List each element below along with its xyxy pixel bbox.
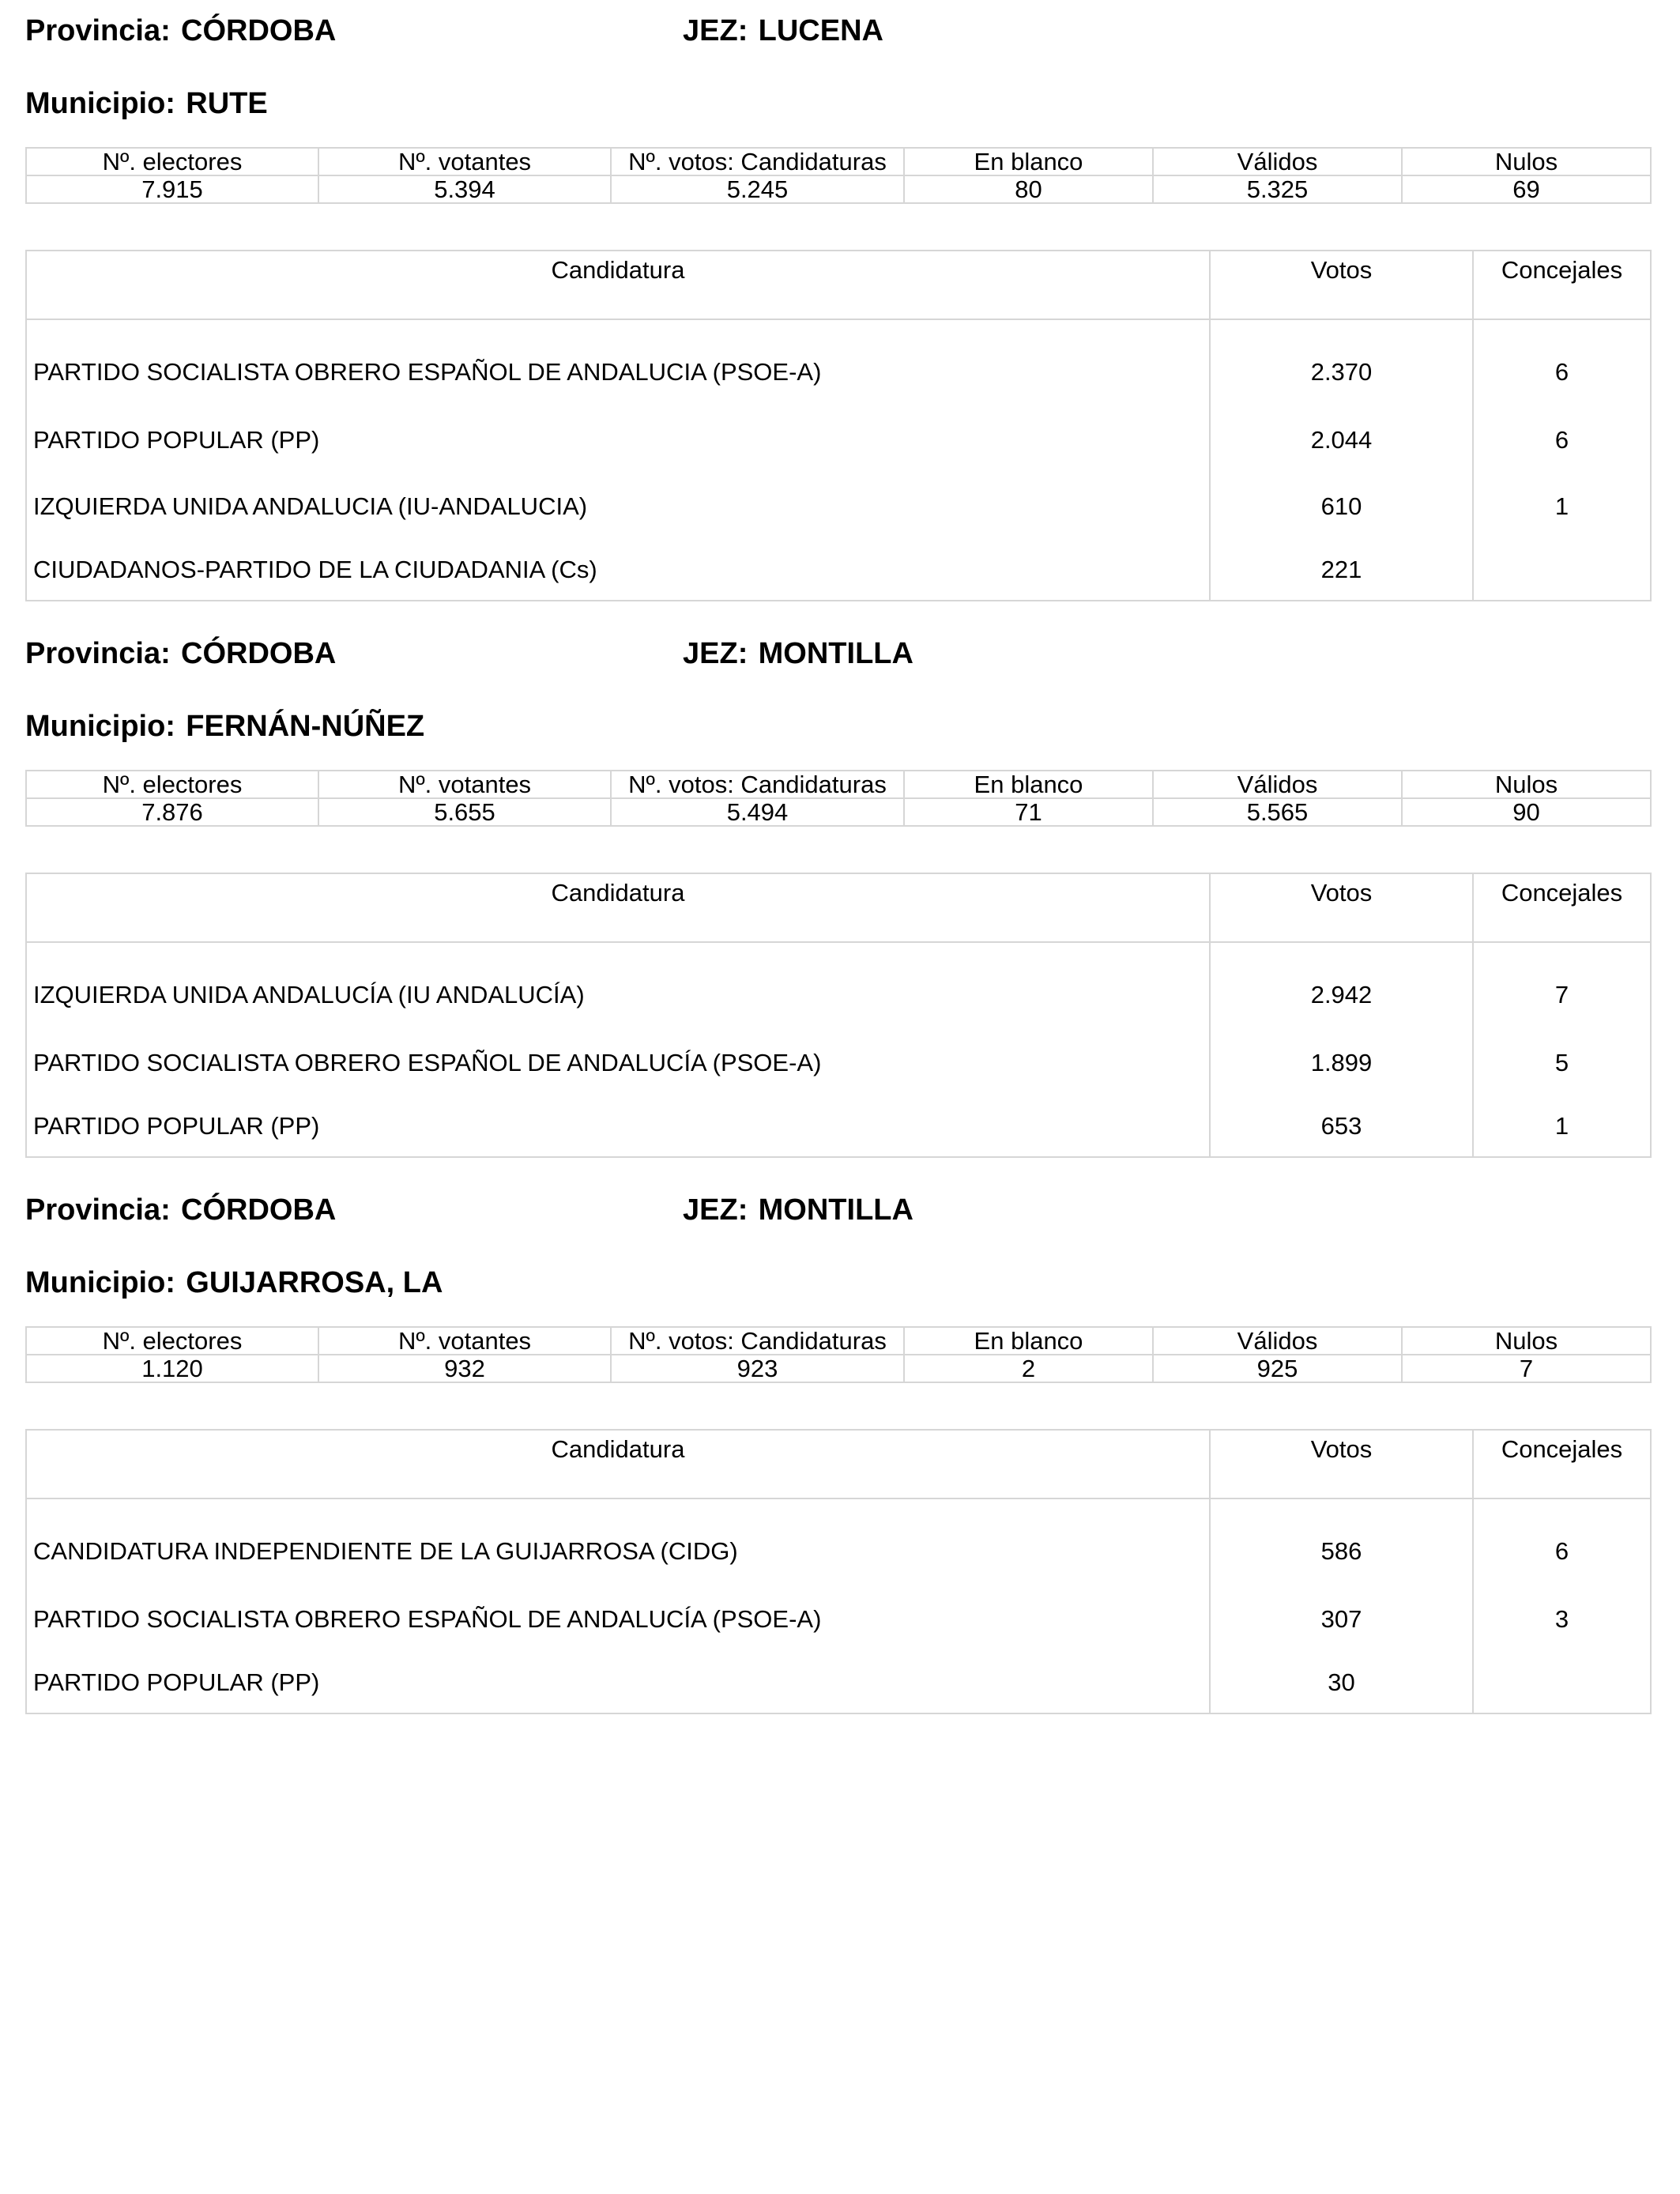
table-row: [26, 319, 1651, 407]
table-row: [26, 473, 1651, 540]
stats-header-validos: Válidos: [1153, 771, 1402, 798]
table-row: [26, 1498, 1651, 1586]
stats-header-electores: Nº. electores: [26, 771, 318, 798]
candidaturas-header-row: [26, 873, 1651, 942]
jez-label: JEZ:: [683, 14, 748, 47]
jez-label: JEZ:: [683, 1193, 748, 1227]
candidatura-votos: 2.370: [1210, 319, 1473, 407]
jez-value: MONTILLA: [758, 637, 913, 670]
candidatura-concejales: 3: [1473, 1586, 1651, 1653]
candidatura-name: PARTIDO SOCIALISTA OBRERO ESPAÑOL DE ANDALUCÍA (PSOE-A): [26, 1586, 1210, 1653]
col-concejales: Concejales: [1473, 251, 1651, 319]
candidatura-concejales: 6: [1473, 319, 1651, 407]
stats-votantes: 5.655: [318, 798, 611, 826]
municipio-heading: [25, 711, 424, 741]
candidatura-name: CANDIDATURA INDEPENDIENTE DE LA GUIJARROSA (CIDG): [26, 1498, 1210, 1586]
stats-votos-candidaturas: 5.245: [611, 175, 904, 203]
stats-validos: 5.565: [1153, 798, 1402, 826]
candidatura-name: PARTIDO POPULAR (PP): [26, 1653, 1210, 1713]
candidatura-votos: 221: [1210, 540, 1473, 601]
table-row: [26, 407, 1651, 473]
table-row: [26, 1030, 1651, 1096]
provincia-value: CÓRDOBA: [181, 637, 337, 670]
provincia-heading: [25, 639, 336, 669]
stats-votos-candidaturas: 923: [611, 1355, 904, 1382]
stats-table: [25, 1326, 1652, 1383]
stats-header-nulos: Nulos: [1402, 771, 1651, 798]
stats-votantes: 5.394: [318, 175, 611, 203]
col-concejales: Concejales: [1473, 1430, 1651, 1498]
stats-electores: 1.120: [26, 1355, 318, 1382]
stats-nulos: 7: [1402, 1355, 1651, 1382]
stats-header-electores: Nº. electores: [26, 1327, 318, 1355]
jez-label: JEZ:: [683, 637, 748, 670]
col-candidatura: Candidatura: [26, 251, 1210, 319]
candidatura-concejales: [1473, 540, 1651, 601]
municipio-label: Municipio:: [25, 1266, 175, 1299]
stats-votos-candidaturas: 5.494: [611, 798, 904, 826]
candidatura-votos: 1.899: [1210, 1030, 1473, 1096]
candidatura-name: IZQUIERDA UNIDA ANDALUCÍA (IU ANDALUCÍA): [26, 942, 1210, 1030]
stats-value-row: [26, 175, 1651, 203]
col-votos: Votos: [1210, 873, 1473, 942]
table-row: [26, 1653, 1651, 1713]
candidatura-votos: 2.942: [1210, 942, 1473, 1030]
stats-table: [25, 147, 1652, 204]
col-candidatura: Candidatura: [26, 873, 1210, 942]
candidatura-name: PARTIDO SOCIALISTA OBRERO ESPAÑOL DE ANDALUCÍA (PSOE-A): [26, 1030, 1210, 1096]
table-row: [26, 540, 1651, 601]
jez-heading: [683, 1195, 913, 1225]
provincia-label: Provincia:: [25, 14, 171, 47]
candidatura-concejales: 5: [1473, 1030, 1651, 1096]
candidaturas-header-row: [26, 251, 1651, 319]
candidaturas-header-row: [26, 1430, 1651, 1498]
candidaturas-table: [25, 1429, 1652, 1714]
candidatura-concejales: [1473, 1653, 1651, 1713]
provincia-heading: [25, 16, 336, 46]
stats-header-votantes: Nº. votantes: [318, 148, 611, 175]
candidatura-votos: 610: [1210, 473, 1473, 540]
candidatura-name: IZQUIERDA UNIDA ANDALUCIA (IU-ANDALUCIA): [26, 473, 1210, 540]
stats-electores: 7.876: [26, 798, 318, 826]
stats-header-nulos: Nulos: [1402, 148, 1651, 175]
stats-header-votos-candidaturas: Nº. votos: Candidaturas: [611, 771, 904, 798]
stats-header-row: [26, 148, 1651, 175]
candidaturas-table: [25, 250, 1652, 601]
stats-header-en-blanco: En blanco: [904, 148, 1153, 175]
municipio-value: GUIJARROSA, LA: [186, 1266, 443, 1299]
stats-value-row: [26, 1355, 1651, 1382]
stats-header-row: [26, 771, 1651, 798]
candidatura-concejales: 6: [1473, 1498, 1651, 1586]
candidatura-votos: 586: [1210, 1498, 1473, 1586]
stats-table: [25, 770, 1652, 827]
stats-header-validos: Válidos: [1153, 148, 1402, 175]
stats-header-votos-candidaturas: Nº. votos: Candidaturas: [611, 1327, 904, 1355]
stats-header-votos-candidaturas: Nº. votos: Candidaturas: [611, 148, 904, 175]
stats-en-blanco: 80: [904, 175, 1153, 203]
candidatura-votos: 653: [1210, 1096, 1473, 1157]
municipio-label: Municipio:: [25, 710, 175, 743]
stats-header-votantes: Nº. votantes: [318, 1327, 611, 1355]
candidatura-name: PARTIDO SOCIALISTA OBRERO ESPAÑOL DE ANDALUCIA (PSOE-A): [26, 319, 1210, 407]
candidatura-name: CIUDADANOS-PARTIDO DE LA CIUDADANIA (Cs): [26, 540, 1210, 601]
provincia-value: CÓRDOBA: [181, 1193, 337, 1227]
candidatura-concejales: 1: [1473, 473, 1651, 540]
municipio-heading: [25, 1268, 443, 1298]
stats-header-votantes: Nº. votantes: [318, 771, 611, 798]
col-candidatura: Candidatura: [26, 1430, 1210, 1498]
provincia-label: Provincia:: [25, 1193, 171, 1227]
candidatura-votos: 2.044: [1210, 407, 1473, 473]
jez-value: LUCENA: [758, 14, 883, 47]
stats-header-validos: Válidos: [1153, 1327, 1402, 1355]
stats-validos: 5.325: [1153, 175, 1402, 203]
jez-heading: [683, 16, 883, 46]
stats-votantes: 932: [318, 1355, 611, 1382]
stats-value-row: [26, 798, 1651, 826]
candidatura-votos: 307: [1210, 1586, 1473, 1653]
stats-electores: 7.915: [26, 175, 318, 203]
col-votos: Votos: [1210, 1430, 1473, 1498]
candidatura-votos: 30: [1210, 1653, 1473, 1713]
col-votos: Votos: [1210, 251, 1473, 319]
stats-header-electores: Nº. electores: [26, 148, 318, 175]
stats-validos: 925: [1153, 1355, 1402, 1382]
stats-en-blanco: 71: [904, 798, 1153, 826]
stats-en-blanco: 2: [904, 1355, 1153, 1382]
provincia-value: CÓRDOBA: [181, 14, 337, 47]
municipio-label: Municipio:: [25, 87, 175, 120]
municipio-value: RUTE: [186, 87, 268, 120]
candidatura-concejales: 7: [1473, 942, 1651, 1030]
candidatura-concejales: 6: [1473, 407, 1651, 473]
stats-header-row: [26, 1327, 1651, 1355]
jez-heading: [683, 639, 913, 669]
table-row: [26, 1586, 1651, 1653]
stats-nulos: 69: [1402, 175, 1651, 203]
candidaturas-table: [25, 873, 1652, 1158]
candidatura-name: PARTIDO POPULAR (PP): [26, 1096, 1210, 1157]
provincia-label: Provincia:: [25, 637, 171, 670]
stats-header-nulos: Nulos: [1402, 1327, 1651, 1355]
municipio-value: FERNÁN-NÚÑEZ: [186, 710, 425, 743]
col-concejales: Concejales: [1473, 873, 1651, 942]
stats-nulos: 90: [1402, 798, 1651, 826]
table-row: [26, 1096, 1651, 1157]
provincia-heading: [25, 1195, 336, 1225]
jez-value: MONTILLA: [758, 1193, 913, 1227]
table-row: [26, 942, 1651, 1030]
candidatura-concejales: 1: [1473, 1096, 1651, 1157]
stats-header-en-blanco: En blanco: [904, 1327, 1153, 1355]
municipio-heading: [25, 89, 268, 119]
stats-header-en-blanco: En blanco: [904, 771, 1153, 798]
candidatura-name: PARTIDO POPULAR (PP): [26, 407, 1210, 473]
